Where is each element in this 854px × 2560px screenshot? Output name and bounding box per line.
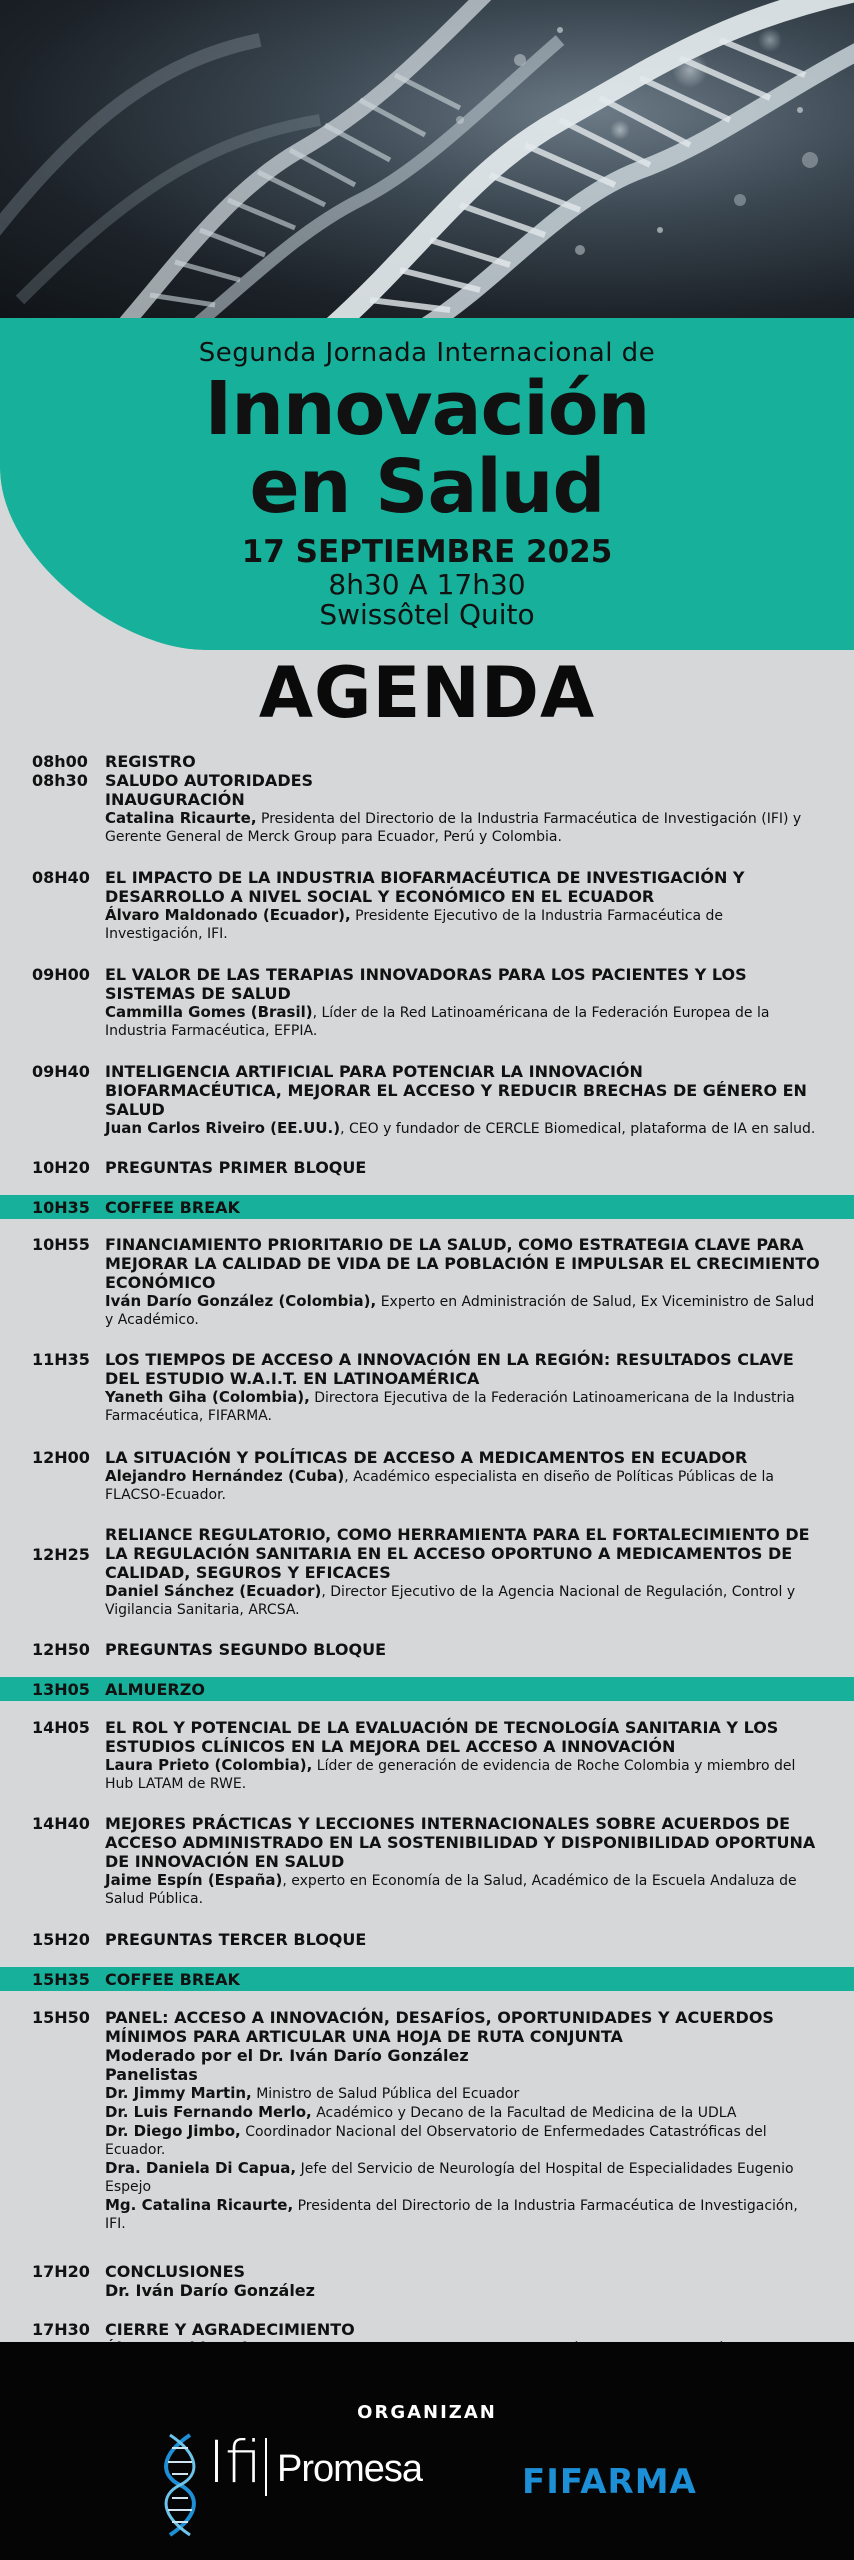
event-title-line1: Innovación bbox=[204, 366, 650, 452]
logo-divider bbox=[265, 2438, 267, 2496]
panel-label: Panelistas bbox=[105, 2065, 198, 2084]
agenda-speaker bbox=[105, 1871, 820, 1908]
agenda-title: PREGUNTAS PRIMER BLOQUE bbox=[105, 1158, 367, 1177]
panelist-role: Académico y Decano de la Facultad de Medicina de la UDLA bbox=[311, 2105, 737, 2121]
agenda-time: 17H30 bbox=[32, 2320, 90, 2339]
agenda-time: 12H50 bbox=[32, 1640, 90, 1659]
agenda-title: EL VALOR DE LAS TERAPIAS INNOVADORAS PARA LOS PACIENTES Y LOS SISTEMAS DE SALUD bbox=[105, 965, 747, 1003]
agenda-time: 10H55 bbox=[32, 1235, 90, 1254]
speaker-name: Catalina Ricaurte, bbox=[105, 809, 257, 827]
panelist-name: Dr. Diego Jimbo, bbox=[105, 2122, 241, 2140]
promesa-logo: Promesa bbox=[277, 2448, 423, 2490]
event-hours: 8h30 A 17h30 bbox=[328, 568, 526, 601]
panelist-role: Jefe del Servicio de Neurología del Hospital de Especialidades Eugenio Espejo bbox=[105, 2161, 794, 2195]
agenda-title: SALUDO AUTORIDADES bbox=[105, 771, 314, 790]
panel-moderator: Moderado por el Dr. Iván Darío González bbox=[105, 2046, 469, 2065]
agenda-title: FINANCIAMIENTO PRIORITARIO DE LA SALUD, COMO ESTRATEGIA CLAVE PARA MEJORAR LA CALIDAD DE VIDA DE LA POBLACIÓN E IMPULSAR EL CRECIMIENTO ECONÓMICO bbox=[105, 1235, 820, 1292]
speaker-name: Daniel Sánchez (Ecuador) bbox=[105, 1582, 322, 1600]
agenda-title: LA SITUACIÓN Y POLÍTICAS DE ACCESO A MEDICAMENTOS EN ECUADOR bbox=[105, 1448, 748, 1467]
event-venue: Swissôtel Quito bbox=[319, 598, 535, 631]
agenda-time: 11H35 bbox=[32, 1350, 90, 1369]
panelist-name: Mg. Catalina Ricaurte, bbox=[105, 2196, 294, 2214]
speaker-role: Líder de generación de evidencia de Roche Colombia y miembro del Hub LATAM de RWE. bbox=[105, 1758, 796, 1792]
speaker-name: Álvaro Maldonado (Ecuador), bbox=[105, 906, 351, 924]
speaker-name: Juan Carlos Riveiro (EE.UU.) bbox=[105, 1119, 341, 1137]
agenda-title: INAUGURACIÓN bbox=[105, 790, 245, 809]
agenda-time: 14H40 bbox=[32, 1814, 90, 1833]
panelist-name: Dra. Daniela Di Capua, bbox=[105, 2159, 297, 2177]
panelist-role: Ministro de Salud Pública del Ecuador bbox=[251, 2086, 520, 2102]
agenda-title: EL IMPACTO DE LA INDUSTRIA BIOFARMACÉUTICA DE INVESTIGACIÓN Y DESARROLLO A NIVEL SOCIAL Y ECONÓMICO EN EL ECUADOR bbox=[105, 868, 745, 906]
agenda-title: EL ROL Y POTENCIAL DE LA EVALUACIÓN DE TECNOLOGÍA SANITARIA Y LOS ESTUDIOS CLÍNICOS EN LA MEJORA DEL ACCESO A INNOVACIÓN bbox=[105, 1718, 779, 1756]
panelist-role: Coordinador Nacional del Observatorio de Enfermedades Catastróficas del Ecuador. bbox=[105, 2124, 767, 2158]
agenda-speaker bbox=[105, 1292, 820, 1329]
speaker-role: , Líder de la Red Latinoaméricana de la Federación Europea de la Industria Farmacéutica, EFPIA. bbox=[105, 1005, 770, 1039]
speaker-role: , Académico especialista en diseño de Políticas Públicas de la FLACSO-Ecuador. bbox=[105, 1469, 774, 1503]
panelist bbox=[105, 2122, 820, 2159]
speaker-role: , Director Ejecutivo de la Agencia Nacional de Regulación, Control y Vigilancia Sanitaria, ARCSA. bbox=[105, 1584, 796, 1618]
agenda-time: 12H00 bbox=[32, 1448, 90, 1467]
agenda-speaker bbox=[105, 906, 820, 943]
agenda-speaker bbox=[105, 809, 820, 846]
panelist-name: Dr. Jimmy Martin, bbox=[105, 2084, 252, 2102]
agenda-time: 09H40 bbox=[32, 1062, 90, 1081]
speaker-role: Experto en Administración de Salud, Ex Viceministro de Salud y Académico. bbox=[105, 1294, 815, 1328]
speaker-role: Presidente Ejecutivo de la Industria Farmacéutica de Investigación, IFI. bbox=[105, 908, 724, 942]
speaker-role: , CEO y fundador de CERCLE Biomedical, plataforma de IA en salud. bbox=[340, 1121, 816, 1137]
agenda-title: PREGUNTAS TERCER BLOQUE bbox=[105, 1930, 367, 1949]
agenda-speaker bbox=[105, 1119, 820, 1138]
agenda-speaker bbox=[105, 1756, 820, 1793]
speaker-role: Presidenta del Directorio de la Industria Farmacéutica de Investigación (IFI) y Gerente General de Merck Group para Ecuador, Perú y Colombia. bbox=[105, 811, 802, 845]
dna-helix-image bbox=[0, 0, 854, 320]
agenda-time: 12H25 bbox=[32, 1545, 90, 1564]
speaker-name: Iván Darío González (Colombia), bbox=[105, 1292, 377, 1310]
agenda-title: PANEL: ACCESO A INNOVACIÓN, DESAFÍOS, OPORTUNIDADES Y ACUERDOS MÍNIMOS PARA ARTICULAR UNA HOJA DE RUTA CONJUNTA bbox=[105, 2008, 774, 2046]
agenda-title: CIERRE Y AGRADECIMIENTO bbox=[105, 2320, 355, 2339]
agenda-break-band bbox=[0, 1677, 854, 1701]
event-date: 17 SEPTIEMBRE 2025 bbox=[241, 534, 613, 570]
agenda-time: 15H35 bbox=[32, 1970, 90, 1989]
fifarma-logo: FIFARMA bbox=[522, 2462, 697, 2502]
agenda-title: REGISTRO bbox=[105, 752, 196, 771]
speaker-name: Laura Prieto (Colombia), bbox=[105, 1756, 313, 1774]
agenda-speaker bbox=[105, 1003, 820, 1040]
footer bbox=[0, 2342, 854, 2560]
event-title-line2: en Salud bbox=[249, 444, 605, 530]
speaker-name: Yaneth Giha (Colombia), bbox=[105, 1388, 310, 1406]
panelist-role: Presidenta del Directorio de la Industria Farmacéutica de Investigación, IFI. bbox=[105, 2198, 798, 2232]
agenda-time: 10H20 bbox=[32, 1158, 90, 1177]
agenda-title: Dr. Iván Darío González bbox=[105, 2281, 315, 2300]
speaker-name: Jaime Espín (España) bbox=[105, 1871, 283, 1889]
agenda-title: LOS TIEMPOS DE ACCESO A INNOVACIÓN EN LA REGIÓN: RESULTADOS CLAVE DEL ESTUDIO W.A.I.T. EN LATINOAMÉRICA bbox=[105, 1350, 794, 1388]
agenda-time: 10H35 bbox=[32, 1198, 90, 1217]
agenda-break-band bbox=[0, 1967, 854, 1991]
panelist bbox=[105, 2196, 820, 2233]
agenda-title: COFFEE BREAK bbox=[105, 1198, 240, 1217]
agenda-speaker bbox=[105, 1582, 820, 1619]
speaker-role: , experto en Economía de la Salud, Académico de la Escuela Andaluza de Salud Pública. bbox=[105, 1873, 797, 1907]
panelist bbox=[105, 2159, 820, 2196]
agenda-time: 09H00 bbox=[32, 965, 90, 984]
panelist-name: Dr. Luis Fernando Merlo, bbox=[105, 2103, 312, 2121]
dna-logo-icon bbox=[150, 2430, 210, 2540]
agenda-heading: AGENDA bbox=[258, 652, 596, 734]
agenda-time: 08h00 bbox=[32, 752, 88, 771]
agenda-time: 08H40 bbox=[32, 868, 90, 887]
agenda-time: 13H05 bbox=[32, 1680, 90, 1699]
agenda-time: 17H20 bbox=[32, 2262, 90, 2281]
speaker-role: Directora Ejecutiva de la Federación Latinoamericana de la Industria Farmacéutica, FIFARMA. bbox=[105, 1390, 795, 1424]
speaker-name: Cammilla Gomes (Brasil) bbox=[105, 1003, 313, 1021]
agenda-break-band bbox=[0, 1195, 854, 1219]
agenda-title: INTELIGENCIA ARTIFICIAL PARA POTENCIAR LA INNOVACIÓN BIOFARMACÉUTICA, MEJORAR EL ACCESO Y REDUCIR BRECHAS DE GÉNERO EN SALUD bbox=[105, 1062, 807, 1119]
panelist bbox=[105, 2103, 820, 2122]
agenda-title: PREGUNTAS SEGUNDO BLOQUE bbox=[105, 1640, 387, 1659]
organizers-label: ORGANIZAN bbox=[357, 2402, 497, 2423]
agenda-title: MEJORES PRÁCTICAS Y LECCIONES INTERNACIONALES SOBRE ACUERDOS DE ACCESO ADMINISTRADO EN LA SOSTENIBILIDAD Y DISPONIBILIDAD OPORTUNA DE INNOVACIÓN EN SALUD bbox=[105, 1814, 816, 1871]
panelist bbox=[105, 2084, 820, 2103]
agenda-title: ALMUERZO bbox=[105, 1680, 205, 1699]
event-subtitle: Segunda Jornada Internacional de bbox=[198, 338, 656, 368]
speaker-name: Alejandro Hernández (Cuba) bbox=[105, 1467, 345, 1485]
agenda-time: 14H05 bbox=[32, 1718, 90, 1737]
agenda-speaker bbox=[105, 1467, 820, 1504]
agenda-time: 08h30 bbox=[32, 771, 88, 790]
agenda-time: 15H50 bbox=[32, 2008, 90, 2027]
agenda-title: RELIANCE REGULATORIO, COMO HERRAMIENTA PARA EL FORTALECIMIENTO DE LA REGULACIÓN SANITARIA EN EL ACCESO OPORTUNO A MEDICAMENTOS DE CALIDAD, SEGUROS Y EFICACES bbox=[105, 1525, 810, 1582]
ifi-logo: Ifi bbox=[208, 2428, 262, 2496]
agenda-speaker bbox=[105, 1388, 820, 1425]
agenda-time: 15H20 bbox=[32, 1930, 90, 1949]
agenda-title: CONCLUSIONES bbox=[105, 2262, 246, 2281]
agenda-title: COFFEE BREAK bbox=[105, 1970, 240, 1989]
